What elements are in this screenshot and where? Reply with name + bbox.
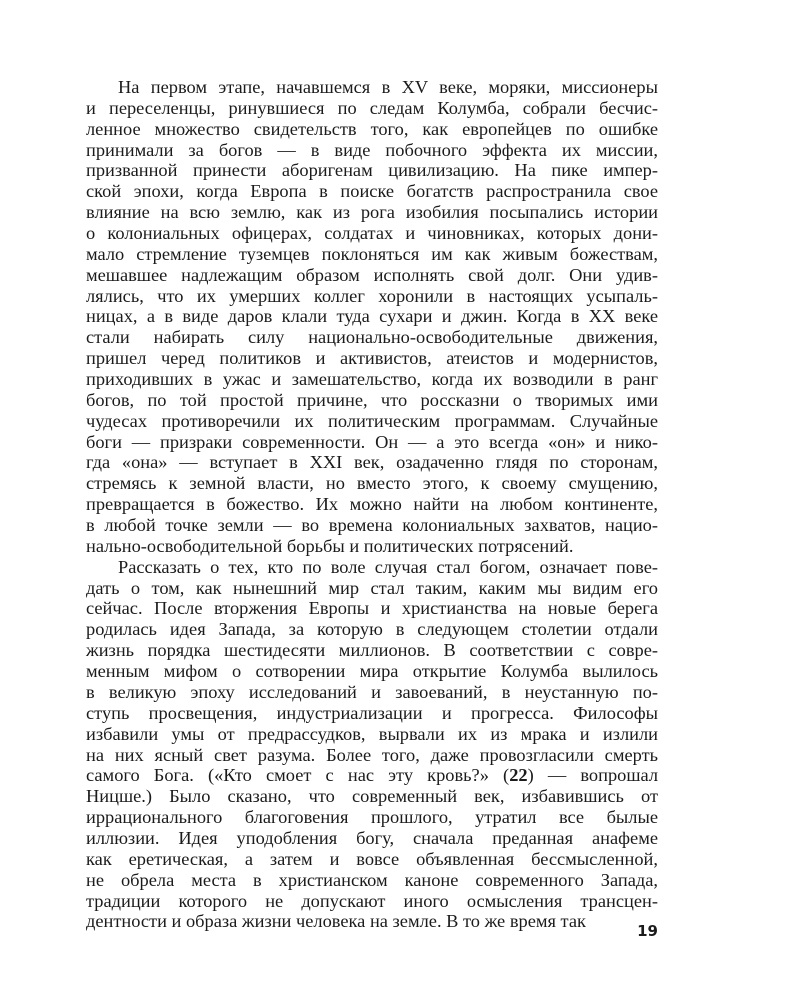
paragraph [86, 77, 658, 557]
text-line: дать о том, как нынешний мир стал таким, каким мы видим его [86, 577, 658, 598]
text-line: принимали за богов — в виде побочного эффекта их миссии, [86, 139, 658, 160]
text-line: мешавшее надлежащим образом исполнять свой долг. Они удив- [86, 264, 658, 285]
text-line: сейчас. После вторжения Европы и христианства на новые берега [86, 598, 658, 619]
page-number: 19 [637, 922, 658, 940]
text-line: На первом этапе, начавшемся в XV веке, моряки, миссионеры [118, 77, 658, 97]
text-line: традиции которого не допускают иного осмысления трансцен- [86, 890, 658, 911]
text-line: самого Бога. («Кто смоет с нас эту кровь?» (22) — вопрошал [86, 765, 659, 786]
text-line: не обрела места в христианском каноне современного Запада, [86, 869, 658, 890]
text-line: приходивших в ужас и замешательство, когда их возводили в ранг [86, 369, 658, 390]
text-line: ницах, а в виде даров клали туда сухари и джин. Когда в XX веке [86, 306, 658, 327]
text-line: гда «она» — вступает в XXI век, озадаченно глядя по сторонам, [86, 452, 658, 473]
text-line: превращается в божество. Их можно найти на любом континенте, [86, 494, 658, 515]
text-line: ступь просвещения, индустриализации и прогресса. Философы [86, 702, 658, 723]
text-line: избавили умы от предрассудков, вырвали их из мрака и излили [86, 723, 658, 744]
text-line: богов, по той простой причине, что россказни о творимых ими [86, 389, 658, 410]
text-line: призванной принести аборигенам цивилизацию. На пике импер- [86, 160, 658, 181]
text-line: жизнь порядка шестидесяти миллионов. В соответствии с совре- [86, 640, 658, 661]
text-line: на них ясный свет разума. Более того, даже провозгласили смерть [86, 744, 658, 765]
text-line: мало стремление туземцев поклоняться им как живым божествам, [86, 243, 658, 264]
text-line: в любой точке земли — во времена колониальных захватов, нацио- [86, 515, 658, 536]
text-line: Рассказать о тех, кто по воле случая стал богом, означает пове- [118, 556, 658, 577]
text-line: чудесах противоречили их политическим программам. Случайные [86, 410, 658, 431]
text-line: родилась идея Запада, за которую в следующем столетии отдали [86, 619, 658, 640]
text-line: ской эпохи, когда Европа в поиске богатств распространила свое [86, 181, 658, 202]
text-line: стремясь к земной власти, но вместо этого, к своему смущению, [86, 473, 658, 494]
paragraph [86, 557, 658, 932]
text-line: стали набирать силу национально-освободительные движения, [86, 327, 658, 348]
text-line: о колониальных офицерах, солдатах и чиновниках, которых дони- [86, 223, 658, 244]
text-line: пришел черед политиков и активистов, атеистов и модернистов, [86, 348, 658, 369]
text-line: иррационального благоговения прошлого, утратил все былые [86, 807, 658, 828]
text-line: нально-освободительной борьбы и политических потрясений. [86, 535, 574, 556]
text-line: ленное множество свидетельств того, как европейцев по ошибке [86, 118, 658, 139]
text-line: дентности и образа жизни человека на земле. В то же время так [86, 911, 586, 932]
text-line: Ницше.) Было сказано, что современный век, избавившись от [86, 786, 658, 807]
text-line: менным мифом о сотворении мира открытие Колумба вылилось [86, 661, 658, 682]
text-line: в великую эпоху исследований и завоеваний, в неустанную по- [86, 681, 658, 702]
text-line: лялись, что их умерших коллег хоронили в настоящих усыпаль- [86, 285, 658, 306]
text-line: и переселенцы, ринувшиеся по следам Колумба, собрали бесчис- [86, 97, 658, 118]
text-line: как еретическая, а затем и вовсе объявленная бессмысленной, [86, 848, 658, 869]
text-line: иллюзии. Идея уподобления богу, сначала преданная анафеме [86, 827, 658, 848]
body-text [86, 77, 658, 932]
text-line: боги — призраки современности. Он — а это всегда «он» и нико- [86, 431, 658, 452]
text-line: влияние на всю землю, как из рога изобилия посыпались истории [86, 202, 658, 223]
